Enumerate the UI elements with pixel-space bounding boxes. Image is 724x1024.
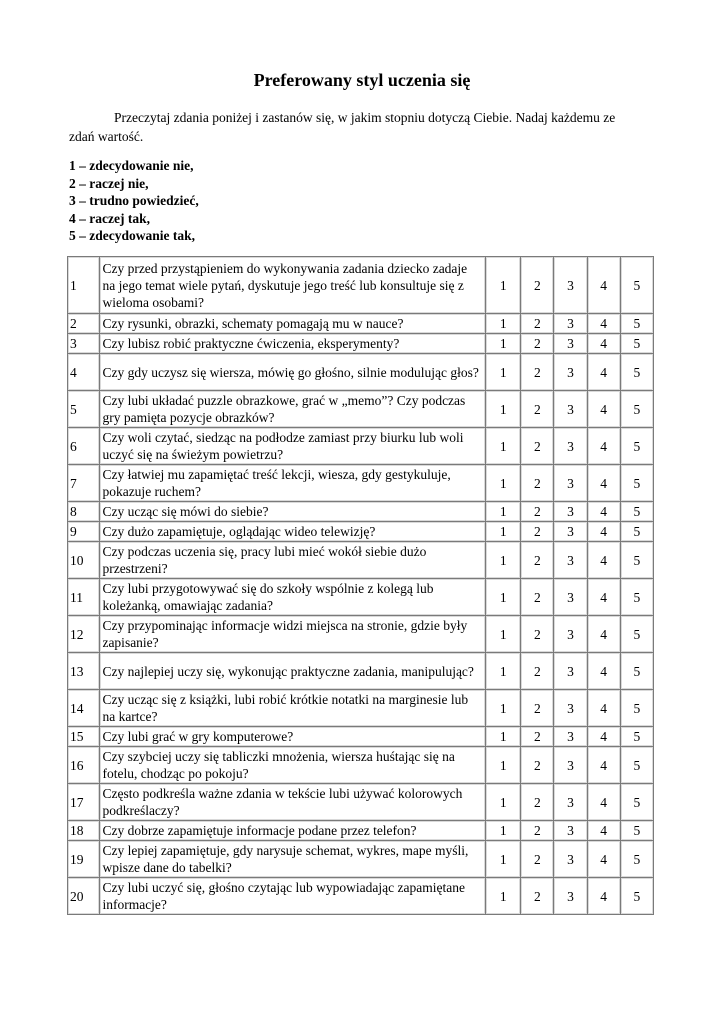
question-text: Czy lubi uczyć się, głośno czytając lub wypowiadając zapamiętane informacje? — [100, 878, 486, 915]
rating-option-4[interactable]: 4 — [587, 653, 620, 690]
question-text: Czy ucząc się mówi do siebie? — [100, 502, 486, 522]
rating-option-3[interactable]: 3 — [554, 428, 587, 465]
scale-item: 3 – trudno powiedzieć, — [69, 193, 199, 209]
rating-option-3[interactable]: 3 — [554, 391, 587, 428]
rating-option-3[interactable]: 3 — [554, 653, 587, 690]
rating-option-1[interactable]: 1 — [486, 821, 521, 841]
question-row — [68, 821, 654, 841]
rating-scale-legend — [69, 157, 199, 245]
question-text: Czy gdy uczysz się wiersza, mówię go głośno, silnie modulując głos? — [100, 354, 486, 391]
rating-option-4[interactable]: 4 — [587, 334, 620, 354]
rating-option-2[interactable]: 2 — [521, 616, 554, 653]
rating-option-3[interactable]: 3 — [554, 878, 587, 915]
question-number: 8 — [68, 502, 100, 522]
rating-option-2[interactable]: 2 — [521, 314, 554, 334]
rating-option-2[interactable]: 2 — [521, 878, 554, 915]
question-row — [68, 727, 654, 747]
question-text: Czy najlepiej uczy się, wykonując praktyczne zadania, manipulując? — [100, 653, 486, 690]
rating-option-3[interactable]: 3 — [554, 502, 587, 522]
question-row — [68, 334, 654, 354]
rating-option-1[interactable]: 1 — [486, 257, 521, 314]
rating-option-5[interactable]: 5 — [620, 391, 653, 428]
question-number: 19 — [68, 841, 100, 878]
question-text: Często podkreśla ważne zdania w tekście lubi używać kolorowych podkreślaczy? — [100, 784, 486, 821]
rating-option-4[interactable]: 4 — [587, 821, 620, 841]
rating-option-1[interactable]: 1 — [486, 502, 521, 522]
rating-option-1[interactable]: 1 — [486, 334, 521, 354]
question-row — [68, 579, 654, 616]
rating-option-2[interactable]: 2 — [521, 502, 554, 522]
rating-option-5[interactable]: 5 — [620, 821, 653, 841]
question-text: Czy przed przystąpieniem do wykonywania zadania dziecko zadaje na jego temat wiele pytań, dyskutuje jego treść lub konsultuje się z wieloma osobami? — [100, 257, 486, 314]
question-number: 14 — [68, 690, 100, 727]
rating-option-2[interactable]: 2 — [521, 821, 554, 841]
rating-option-5[interactable]: 5 — [620, 579, 653, 616]
rating-option-5[interactable]: 5 — [620, 616, 653, 653]
rating-option-5[interactable]: 5 — [620, 784, 653, 821]
rating-option-1[interactable]: 1 — [486, 542, 521, 579]
rating-option-3[interactable]: 3 — [554, 841, 587, 878]
rating-option-2[interactable]: 2 — [521, 727, 554, 747]
rating-option-4[interactable]: 4 — [587, 878, 620, 915]
question-row — [68, 257, 654, 314]
rating-option-3[interactable]: 3 — [554, 821, 587, 841]
rating-option-2[interactable]: 2 — [521, 428, 554, 465]
question-number: 2 — [68, 314, 100, 334]
rating-option-2[interactable]: 2 — [521, 522, 554, 542]
instructions: Przeczytaj zdania poniżej i zastanów się, w jakim stopniu dotyczą Ciebie. Nadaj każdemu ze zdań wartość. — [69, 110, 616, 144]
question-row — [68, 391, 654, 428]
rating-option-2[interactable]: 2 — [521, 653, 554, 690]
rating-option-2[interactable]: 2 — [521, 354, 554, 391]
rating-option-3[interactable]: 3 — [554, 784, 587, 821]
question-number: 6 — [68, 428, 100, 465]
rating-option-3[interactable]: 3 — [554, 727, 587, 747]
rating-option-5[interactable]: 5 — [620, 878, 653, 915]
question-text: Czy szybciej uczy się tabliczki mnożenia, wiersza huśtając się na fotelu, chodząc po pokoju? — [100, 747, 486, 784]
scale-item: 2 – raczej nie, — [69, 175, 149, 191]
rating-option-2[interactable]: 2 — [521, 257, 554, 314]
rating-option-4[interactable]: 4 — [587, 784, 620, 821]
question-number: 12 — [68, 616, 100, 653]
question-text: Czy przypominając informacje widzi miejsca na stronie, gdzie były zapisanie? — [100, 616, 486, 653]
rating-option-4[interactable]: 4 — [587, 391, 620, 428]
rating-option-4[interactable]: 4 — [587, 428, 620, 465]
question-row — [68, 428, 654, 465]
rating-option-3[interactable]: 3 — [554, 747, 587, 784]
rating-option-2[interactable]: 2 — [521, 747, 554, 784]
rating-option-4[interactable]: 4 — [587, 354, 620, 391]
question-row — [68, 616, 654, 653]
rating-option-3[interactable]: 3 — [554, 690, 587, 727]
question-number: 9 — [68, 522, 100, 542]
rating-option-5[interactable]: 5 — [620, 314, 653, 334]
question-row — [68, 465, 654, 502]
question-row — [68, 841, 654, 878]
rating-option-5[interactable]: 5 — [620, 354, 653, 391]
rating-option-3[interactable]: 3 — [554, 465, 587, 502]
question-text: Czy lubi układać puzzle obrazkowe, grać w „memo”? Czy podczas gry pamięta pozycje obrazków? — [100, 391, 486, 428]
rating-option-5[interactable]: 5 — [620, 428, 653, 465]
question-row — [68, 502, 654, 522]
rating-option-1[interactable]: 1 — [486, 841, 521, 878]
scale-item: 5 – zdecydowanie tak, — [69, 228, 195, 244]
question-number: 17 — [68, 784, 100, 821]
question-text: Czy dobrze zapamiętuje informacje podane przez telefon? — [100, 821, 486, 841]
rating-option-5[interactable]: 5 — [620, 727, 653, 747]
question-number: 5 — [68, 391, 100, 428]
question-row — [68, 878, 654, 915]
rating-option-4[interactable]: 4 — [587, 542, 620, 579]
rating-option-5[interactable]: 5 — [620, 465, 653, 502]
question-number: 20 — [68, 878, 100, 915]
rating-option-4[interactable]: 4 — [587, 465, 620, 502]
page-title: Preferowany styl uczenia się — [253, 70, 471, 90]
rating-option-3[interactable]: 3 — [554, 354, 587, 391]
question-text: Czy podczas uczenia się, pracy lubi mieć wokół siebie dużo przestrzeni? — [100, 542, 486, 579]
rating-option-4[interactable]: 4 — [587, 690, 620, 727]
question-number: 16 — [68, 747, 100, 784]
question-row — [68, 314, 654, 334]
question-number: 11 — [68, 579, 100, 616]
rating-option-3[interactable]: 3 — [554, 334, 587, 354]
rating-option-2[interactable]: 2 — [521, 579, 554, 616]
rating-option-3[interactable]: 3 — [554, 522, 587, 542]
rating-option-1[interactable]: 1 — [486, 579, 521, 616]
rating-option-1[interactable]: 1 — [486, 653, 521, 690]
rating-option-2[interactable]: 2 — [521, 542, 554, 579]
question-text: Czy lubi grać w gry komputerowe? — [100, 727, 486, 747]
rating-option-1[interactable]: 1 — [486, 690, 521, 727]
rating-option-3[interactable]: 3 — [554, 257, 587, 314]
rating-option-1[interactable]: 1 — [486, 354, 521, 391]
question-row — [68, 522, 654, 542]
rating-option-1[interactable]: 1 — [486, 878, 521, 915]
question-number: 15 — [68, 727, 100, 747]
rating-option-1[interactable]: 1 — [486, 522, 521, 542]
rating-option-5[interactable]: 5 — [620, 334, 653, 354]
question-text: Czy lubi przygotowywać się do szkoły wspólnie z kolegą lub koleżanką, omawiając zadania? — [100, 579, 486, 616]
question-text: Czy lubisz robić praktyczne ćwiczenia, eksperymenty? — [100, 334, 486, 354]
rating-option-5[interactable]: 5 — [620, 502, 653, 522]
rating-option-4[interactable]: 4 — [587, 616, 620, 653]
question-row — [68, 542, 654, 579]
question-text: Czy ucząc się z książki, lubi robić krótkie notatki na marginesie lub na kartce? — [100, 690, 486, 727]
rating-option-4[interactable]: 4 — [587, 522, 620, 542]
questionnaire-table — [67, 256, 654, 915]
rating-option-4[interactable]: 4 — [587, 747, 620, 784]
rating-option-5[interactable]: 5 — [620, 841, 653, 878]
rating-option-1[interactable]: 1 — [486, 314, 521, 334]
question-text: Czy łatwiej mu zapamiętać treść lekcji, wiesza, gdy gestykuluje, pokazuje ruchem? — [100, 465, 486, 502]
rating-option-1[interactable]: 1 — [486, 747, 521, 784]
question-row — [68, 354, 654, 391]
question-number: 4 — [68, 354, 100, 391]
question-number: 1 — [68, 257, 100, 314]
question-number: 13 — [68, 653, 100, 690]
rating-option-3[interactable]: 3 — [554, 314, 587, 334]
question-text: Czy woli czytać, siedząc na podłodze zamiast przy biurku lub woli uczyć się na świeżym powietrzu? — [100, 428, 486, 465]
question-row — [68, 653, 654, 690]
rating-option-1[interactable]: 1 — [486, 391, 521, 428]
rating-option-1[interactable]: 1 — [486, 465, 521, 502]
question-row — [68, 690, 654, 727]
rating-option-4[interactable]: 4 — [587, 579, 620, 616]
rating-option-3[interactable]: 3 — [554, 579, 587, 616]
rating-option-4[interactable]: 4 — [587, 727, 620, 747]
question-number: 10 — [68, 542, 100, 579]
rating-option-5[interactable]: 5 — [620, 522, 653, 542]
scale-item: 4 – raczej tak, — [69, 210, 150, 226]
rating-option-1[interactable]: 1 — [486, 727, 521, 747]
question-number: 3 — [68, 334, 100, 354]
rating-option-5[interactable]: 5 — [620, 690, 653, 727]
rating-option-2[interactable]: 2 — [521, 784, 554, 821]
question-text: Czy rysunki, obrazki, schematy pomagają mu w nauce? — [100, 314, 486, 334]
question-text: Czy lepiej zapamiętuje, gdy narysuje schemat, wykres, mape myśli, wpisze dane do tabelki? — [100, 841, 486, 878]
rating-option-5[interactable]: 5 — [620, 257, 653, 314]
rating-option-2[interactable]: 2 — [521, 334, 554, 354]
question-row — [68, 747, 654, 784]
rating-option-1[interactable]: 1 — [486, 784, 521, 821]
rating-option-4[interactable]: 4 — [587, 841, 620, 878]
rating-option-2[interactable]: 2 — [521, 690, 554, 727]
rating-option-2[interactable]: 2 — [521, 841, 554, 878]
question-row — [68, 784, 654, 821]
question-number: 7 — [68, 465, 100, 502]
rating-option-2[interactable]: 2 — [521, 391, 554, 428]
rating-option-2[interactable]: 2 — [521, 465, 554, 502]
rating-option-4[interactable]: 4 — [587, 257, 620, 314]
rating-option-3[interactable]: 3 — [554, 542, 587, 579]
scale-item: 1 – zdecydowanie nie, — [69, 158, 194, 173]
rating-option-3[interactable]: 3 — [554, 616, 587, 653]
question-text: Czy dużo zapamiętuje, oglądając wideo telewizję? — [100, 522, 486, 542]
rating-option-5[interactable]: 5 — [620, 542, 653, 579]
question-number: 18 — [68, 821, 100, 841]
rating-option-5[interactable]: 5 — [620, 747, 653, 784]
rating-option-1[interactable]: 1 — [486, 428, 521, 465]
rating-option-1[interactable]: 1 — [486, 616, 521, 653]
rating-option-5[interactable]: 5 — [620, 653, 653, 690]
rating-option-4[interactable]: 4 — [587, 314, 620, 334]
rating-option-4[interactable]: 4 — [587, 502, 620, 522]
